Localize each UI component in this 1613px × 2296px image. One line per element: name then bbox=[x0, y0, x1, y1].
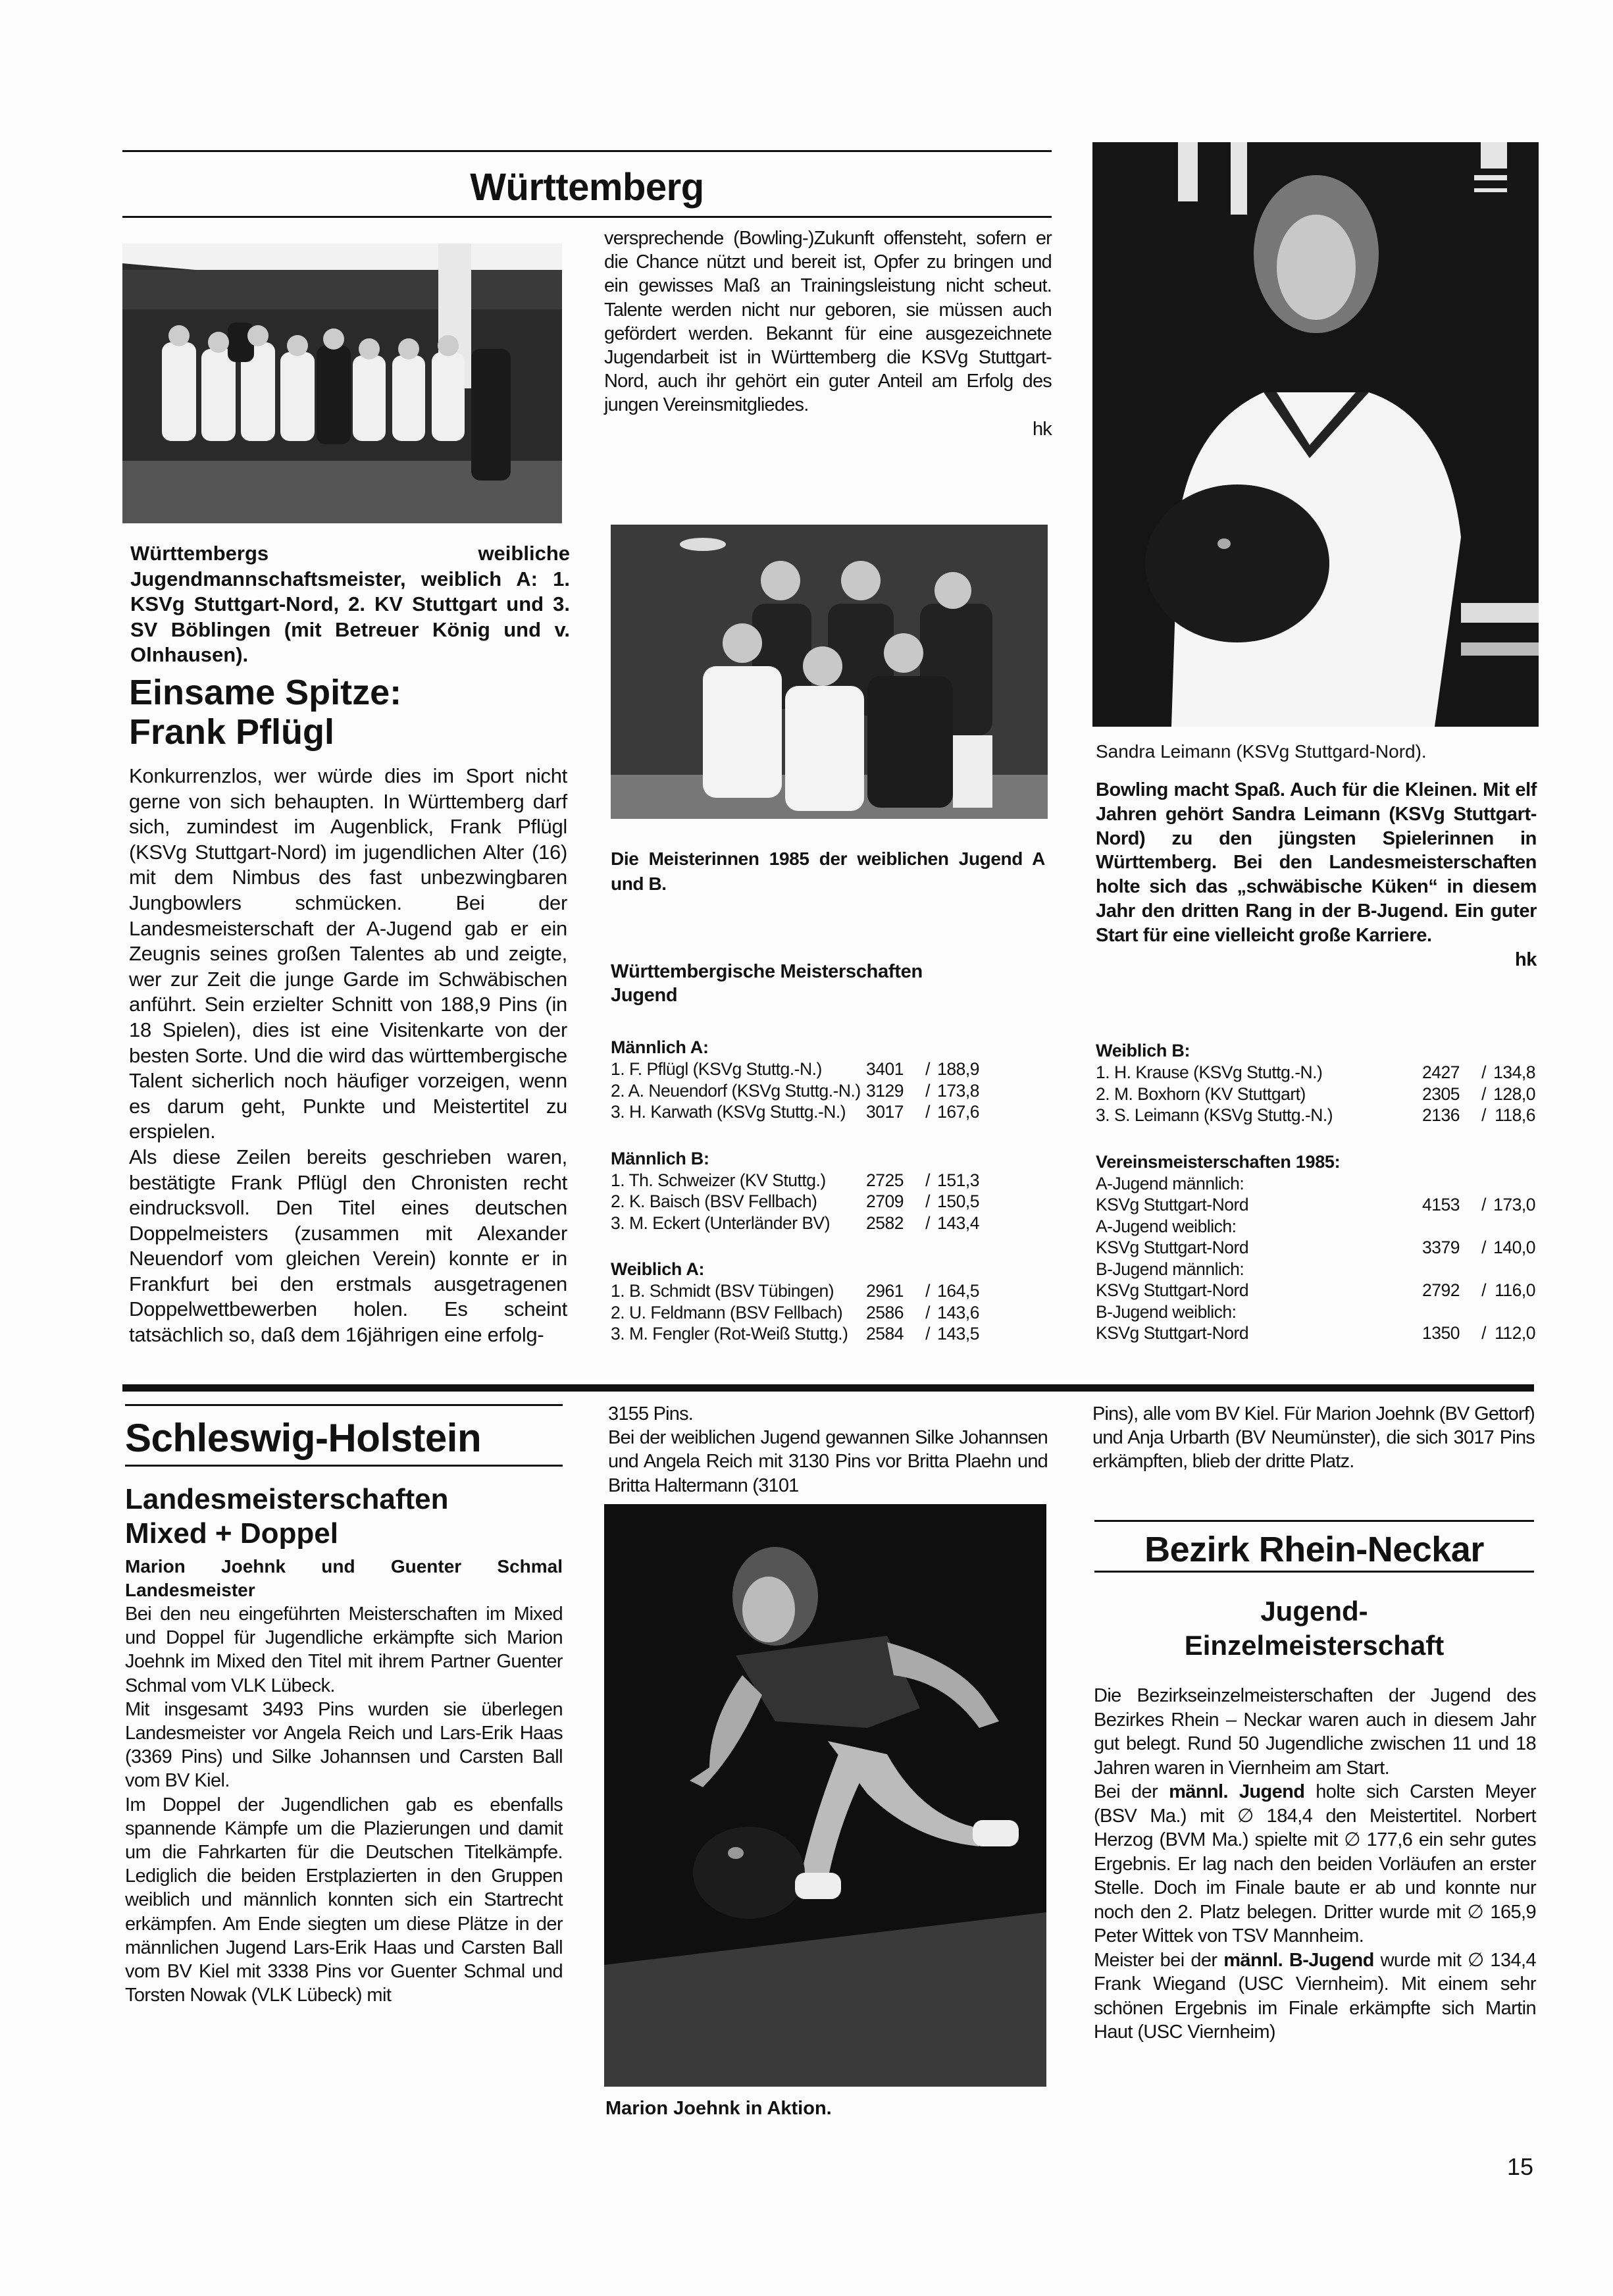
results-group-heading: Weiblich B: bbox=[1096, 1041, 1191, 1060]
results-left bbox=[611, 1037, 979, 1370]
result-separator: / bbox=[925, 1302, 930, 1322]
header-rule-top bbox=[122, 150, 1052, 152]
club-results-heading: Vereinsmeisterschaften 1985: bbox=[1096, 1151, 1341, 1172]
result-name: 2. U. Feldmann (BSV Fellbach) bbox=[611, 1302, 843, 1322]
table-row bbox=[1096, 1280, 1535, 1301]
sh-subtitle bbox=[125, 1482, 563, 1551]
sh-col2-paragraph: Bei der weiblichen Jugend gewannen Silke Johannsen und Angela Reich mit 3130 Pins vor Britta Plaehn und Britta Haltermann (3101 bbox=[608, 1427, 1048, 1496]
intro-continuation bbox=[604, 226, 1052, 441]
result-separator: / bbox=[925, 1102, 930, 1122]
sh-subtitle-line1: Landesmeisterschaften bbox=[125, 1483, 449, 1515]
result-pins: 2586 bbox=[866, 1302, 904, 1322]
table-row bbox=[1096, 1194, 1535, 1216]
sh-subtitle-line2: Mixed + Doppel bbox=[125, 1517, 338, 1550]
result-name: 3. M. Eckert (Unterländer BV) bbox=[611, 1213, 831, 1233]
result-name: 2. M. Boxhorn (KV Stuttgart) bbox=[1096, 1083, 1306, 1104]
result-name: 3. M. Fengler (Rot-Weiß Stuttg.) bbox=[611, 1324, 848, 1344]
result-pins: 3129 bbox=[866, 1080, 904, 1101]
champions-photo bbox=[611, 525, 1048, 819]
result-pins: 2584 bbox=[866, 1324, 904, 1344]
result-separator: / bbox=[925, 1191, 930, 1211]
result-pins: 2427 bbox=[1422, 1062, 1460, 1082]
intro-text: versprechende (Bowling-)Zukunft offensteht, sofern er die Chance nützt und bereit ist, Opfer zu bringen und ein gewisses Maß an Trainingsleistung nicht scheut. Talente werden nicht nur geboren, sie müssen auch gefördert werden. Bekannt für eine ausgezeichnete Jugendarbeit ist in Württemberg die KSVg Stuttgart-Nord, auch ihr gehört ein guter Anteil am Erfolg des jungen Vereinsmitgliedes. bbox=[604, 228, 1052, 416]
result-separator: / bbox=[925, 1324, 930, 1344]
result-avg: 118,6 bbox=[1495, 1105, 1535, 1125]
article-body bbox=[129, 764, 567, 1348]
sh-paragraph: Mit insgesamt 3493 Pins wurden sie überlegen Landesmeister vor Angela Reich und Lars-Erik Haas (3369 Pins) und Silke Johannsen und Carsten Ball vom BV Kiel. bbox=[125, 1698, 563, 1792]
sandra-photo bbox=[1092, 142, 1539, 727]
result-separator: / bbox=[1481, 1323, 1486, 1343]
article-paragraph: Als diese Zeilen bereits geschrieben waren, bestätigte Frank Pflügl den Chronisten recht eindrucksvoll. Den Titel eines deutschen Doppelmeisters (zusammen mit Alexander Neuendorf vom gleichen Verein) konnte er in Frankfurt bei den erstmals ausgetragenen Doppelwettbewerben holen. Es scheint tatsächlich so, daß dem 16jährigen eine erfolg- bbox=[129, 1145, 567, 1347]
results-group-weiblich-b bbox=[1096, 1040, 1535, 1126]
results-group-heading: Männlich A: bbox=[611, 1037, 709, 1057]
club-category: A-Jugend weiblich: bbox=[1096, 1216, 1237, 1236]
result-avg: 188,9 bbox=[937, 1059, 979, 1079]
results-table bbox=[611, 1058, 979, 1123]
result-avg: 128,0 bbox=[1493, 1083, 1535, 1104]
results-group-maennlich-a bbox=[611, 1037, 979, 1123]
table-row bbox=[1096, 1237, 1535, 1259]
rn-text: Bei der bbox=[1094, 1781, 1169, 1802]
sandra-text-body: Bowling macht Spaß. Auch für die Kleinen. Mit elf Jahren gehört Sandra Leimann (KSVg Stuttgart-Nord) zu den jüngsten Spielerinnen in Württemberg. Bei den Landesmeisterschaften holte sich das „schwäbische Küken“ in diesem Jahr den dritten Rang in der B-Jugend. Ein guter Start für eine vielleicht große Karriere. bbox=[1096, 779, 1537, 946]
club-avg: 140,0 bbox=[1493, 1238, 1535, 1257]
result-avg: 164,5 bbox=[937, 1281, 979, 1301]
result-avg: 151,3 bbox=[937, 1170, 979, 1190]
result-avg: 173,8 bbox=[937, 1080, 979, 1101]
table-row bbox=[1096, 1301, 1535, 1323]
rn-bold-text: männl. B-Jugend bbox=[1223, 1949, 1374, 1971]
table-row bbox=[611, 1323, 979, 1345]
rn-text: Meister bei der bbox=[1094, 1949, 1224, 1971]
results-table bbox=[611, 1280, 979, 1345]
result-avg: 143,6 bbox=[937, 1302, 979, 1322]
page-number: 15 bbox=[1506, 2153, 1533, 2180]
result-name: 2. A. Neuendorf (KSVg Stuttg.-N.) bbox=[611, 1080, 861, 1101]
result-pins: 3017 bbox=[866, 1102, 904, 1122]
club-avg: 116,0 bbox=[1495, 1280, 1535, 1300]
result-avg: 167,6 bbox=[937, 1102, 979, 1122]
table-row bbox=[611, 1058, 979, 1080]
result-pins: 2136 bbox=[1422, 1105, 1460, 1125]
sh-paragraph: Im Doppel der Jugendlichen gab es ebenfalls spannende Kämpfe um die Plazierungen und damit um die Fahrkarten für die Deutschen Titelkämpfe. Lediglich die beiden Erstplazierten in den Gruppen weiblich und männlich konnten sich ein Startrecht erkämpfen. Am Ende siegten um diese Plätze in der männlichen Jugend Lars-Erik Haas und Carsten Ball vom BV Kiel mit 3338 Pins vor Guenter Schmal und Torsten Nowak (VLK Lübeck) mit bbox=[125, 1794, 563, 2006]
rn-body bbox=[1094, 1684, 1536, 2045]
result-name: 1. Th. Schweizer (KV Stuttg.) bbox=[611, 1170, 826, 1190]
results-title: Württembergische Meisterschaften Jugend bbox=[611, 961, 923, 1006]
club-category: B-Jugend weiblich: bbox=[1096, 1301, 1237, 1322]
table-row bbox=[611, 1080, 979, 1102]
section-title-wuerttemberg: Württemberg bbox=[470, 166, 704, 209]
results-group-heading: Männlich B: bbox=[611, 1148, 709, 1168]
table-row bbox=[1096, 1259, 1535, 1280]
result-pins: 2725 bbox=[866, 1170, 904, 1190]
club-avg: 173,0 bbox=[1493, 1195, 1535, 1214]
article-heading-line1: Einsame Spitze: bbox=[129, 673, 402, 712]
result-avg: 143,5 bbox=[937, 1324, 979, 1344]
rn-subtitle-line2: Einzelmeisterschaft bbox=[1184, 1630, 1445, 1661]
result-separator: / bbox=[1481, 1280, 1486, 1300]
result-separator: / bbox=[1481, 1238, 1486, 1257]
result-separator: / bbox=[1481, 1062, 1486, 1082]
header-rule-bottom bbox=[122, 216, 1052, 218]
table-row bbox=[1096, 1083, 1535, 1105]
rn-bold-text: männl. Jugend bbox=[1169, 1781, 1305, 1802]
results-group-maennlich-b bbox=[611, 1148, 979, 1234]
sh-paragraph: Bei den neu eingeführten Meisterschaften im Mixed und Doppel für Jugendliche erkämpfte sich Marion Joehnk im Mixed den Titel mit ihrem Partner Guenter Schmal vom VLK Lübeck. bbox=[125, 1604, 563, 1696]
results-right bbox=[1096, 1040, 1535, 1344]
sandra-text bbox=[1096, 778, 1537, 972]
club-pins: 2792 bbox=[1422, 1280, 1460, 1300]
marion-photo bbox=[604, 1504, 1046, 2087]
result-name: 1. H. Krause (KSVg Stuttg.-N.) bbox=[1096, 1062, 1323, 1082]
result-separator: / bbox=[925, 1281, 930, 1301]
table-row bbox=[611, 1280, 979, 1302]
results-group-heading: Weiblich A: bbox=[611, 1259, 705, 1279]
results-table bbox=[1096, 1062, 1535, 1126]
result-name: 2. K. Baisch (BSV Fellbach) bbox=[611, 1191, 817, 1211]
article-heading bbox=[129, 673, 569, 752]
result-separator: / bbox=[925, 1059, 930, 1079]
rn-text: holte sich Carsten Meyer (BSV Ma.) mit ∅ 184,4 den Meistertitel. Norbert Herzog (BVM Ma.) spielte mit ∅ 177,6 ein sehr gutes Ergebnis. Er lag nach den beiden Vorläufen an erster Stelle. Doch im Finale baute er ab und konnte nur noch den 2. Platz belegen. Dritter wurde mit ∅ 165,9 Peter Wittek von TSV Mannheim. bbox=[1094, 1781, 1536, 1946]
result-separator: / bbox=[925, 1213, 930, 1233]
club-pins: 1350 bbox=[1422, 1323, 1460, 1343]
club-avg: 112,0 bbox=[1495, 1323, 1535, 1343]
rn-subtitle-line1: Jugend- bbox=[1260, 1596, 1368, 1627]
result-separator: / bbox=[925, 1080, 930, 1101]
result-pins: 2582 bbox=[866, 1213, 904, 1233]
intro-signature: hk bbox=[1032, 418, 1052, 440]
section-title-schleswig-holstein: Schleswig-Holstein bbox=[125, 1416, 482, 1460]
results-table bbox=[611, 1170, 979, 1234]
sh-col2 bbox=[608, 1402, 1048, 1498]
club-results-table bbox=[1096, 1173, 1535, 1344]
champions-photo-caption: Die Meisterinnen 1985 der weiblichen Jugend A und B. bbox=[611, 848, 1045, 894]
sandra-signature: hk bbox=[1514, 949, 1537, 970]
sh-rule-bottom bbox=[125, 1465, 563, 1467]
club-name: KSVg Stuttgart-Nord bbox=[1096, 1280, 1249, 1300]
rn-paragraph bbox=[1094, 1948, 1536, 2045]
club-pins: 3379 bbox=[1422, 1238, 1460, 1257]
table-row bbox=[1096, 1062, 1535, 1083]
article-heading-line2: Frank Pflügl bbox=[129, 712, 335, 752]
result-name: 3. S. Leimann (KSVg Stuttg.-N.) bbox=[1096, 1105, 1333, 1125]
result-avg: 150,5 bbox=[937, 1191, 979, 1211]
result-name: 3. H. Karwath (KSVg Stuttg.-N.) bbox=[611, 1102, 846, 1122]
table-row bbox=[1096, 1322, 1535, 1344]
sh-col3 bbox=[1092, 1402, 1535, 1474]
result-pins: 2709 bbox=[866, 1191, 904, 1211]
table-row bbox=[1096, 1105, 1535, 1126]
sandra-photo-caption: Sandra Leimann (KSVg Stuttgard-Nord). bbox=[1096, 741, 1427, 762]
table-row bbox=[611, 1191, 979, 1213]
result-separator: / bbox=[925, 1170, 930, 1190]
club-name: KSVg Stuttgart-Nord bbox=[1096, 1323, 1249, 1343]
result-separator: / bbox=[1481, 1105, 1486, 1125]
marion-photo-caption: Marion Joehnk in Aktion. bbox=[605, 2098, 832, 2119]
result-avg: 134,8 bbox=[1493, 1062, 1535, 1082]
section-divider bbox=[122, 1384, 1534, 1392]
sh-rule-top bbox=[125, 1404, 563, 1406]
result-pins: 2961 bbox=[866, 1281, 904, 1301]
section-title-rhein-neckar: Bezirk Rhein-Neckar bbox=[1144, 1530, 1484, 1569]
team-photo bbox=[122, 244, 562, 523]
club-category: A-Jugend männlich: bbox=[1096, 1173, 1244, 1193]
sh-col3-paragraph: Pins), alle vom BV Kiel. Für Marion Joehnk (BV Gettorf) und Anja Urbarth (BV Neumünster), die sich 3017 Pins erkämpften, blieb der dritte Platz. bbox=[1092, 1403, 1535, 1473]
club-name: KSVg Stuttgart-Nord bbox=[1096, 1238, 1249, 1257]
result-avg: 143,4 bbox=[937, 1213, 979, 1233]
table-row bbox=[1096, 1173, 1535, 1195]
result-name: 1. B. Schmidt (BSV Tübingen) bbox=[611, 1281, 834, 1301]
rn-text: wurde mit ∅ 134,4 Frank Wiegand (USC Viernheim). Mit einem sehr schönen Ergebnis im Finale erkämpfte sich Martin Haut (USC Viernheim) bbox=[1094, 1949, 1536, 2043]
rn-rule-bottom bbox=[1094, 1571, 1534, 1573]
sh-col2-paragraph: 3155 Pins. bbox=[608, 1403, 694, 1424]
rn-paragraph bbox=[1094, 1780, 1536, 1948]
result-pins: 2305 bbox=[1422, 1083, 1460, 1104]
club-category: B-Jugend männlich: bbox=[1096, 1259, 1244, 1279]
rn-subtitle bbox=[1094, 1594, 1534, 1663]
result-separator: / bbox=[1481, 1083, 1486, 1104]
club-name: KSVg Stuttgart-Nord bbox=[1096, 1195, 1249, 1214]
rn-rule-top bbox=[1094, 1520, 1534, 1522]
table-row bbox=[611, 1302, 979, 1324]
table-row bbox=[1096, 1216, 1535, 1238]
rn-paragraph: Die Bezirkseinzelmeisterschaften der Jugend des Bezirkes Rhein – Neckar waren auch in diesem Jahr gut belegt. Rund 50 Jugendliche zwischen 11 und 18 Jahren waren in Viernheim am Start. bbox=[1094, 1685, 1536, 1779]
result-pins: 3401 bbox=[866, 1059, 904, 1079]
article-paragraph: Konkurrenzlos, wer würde dies im Sport nicht gerne von sich behaupten. In Württemberg darf sich, zumindest im Augenblick, Frank Pflügl (KSVg Stuttgart-Nord) im jugendlichen Alter (16) mit dem Nimbus des fast unbezwingbaren Jungbowlers schmücken. Bei der Landesmeisterschaft der A-Jugend gab er ein Zeugnis seines großen Talentes ab und zeigte, wer zur Zeit die junge Garde im Schwäbischen anführt. Sein erzielter Schnitt von 188,9 Pins (in 18 Spielen), dies ist eine Visitenkarte von der besten Sorte. Und die wird das württembergische Talent sicherlich noch häufiger vorzeigen, wenn es darum geht, Punkte und Meistertitel zu erspielen. bbox=[129, 764, 567, 1143]
table-row bbox=[611, 1213, 979, 1234]
result-name: 1. F. Pflügl (KSVg Stuttg.-N.) bbox=[611, 1059, 822, 1079]
sh-lead: Marion Joehnk und Guenter Schmal Landesmeister bbox=[125, 1556, 563, 1600]
team-photo-caption: Württembergs weibliche Jugendmannschaftsmeister, weiblich A: 1. KSVg Stuttgart-Nord, 2. KV Stuttgart und 3. SV Böblingen (mit Betreuer König und v. Olnhausen). bbox=[130, 542, 570, 666]
table-row bbox=[611, 1170, 979, 1191]
club-pins: 4153 bbox=[1422, 1195, 1460, 1214]
results-group-weiblich-a bbox=[611, 1259, 979, 1345]
result-separator: / bbox=[1481, 1195, 1486, 1214]
sh-body bbox=[125, 1602, 563, 2007]
club-results bbox=[1096, 1151, 1535, 1344]
table-row bbox=[611, 1101, 979, 1123]
